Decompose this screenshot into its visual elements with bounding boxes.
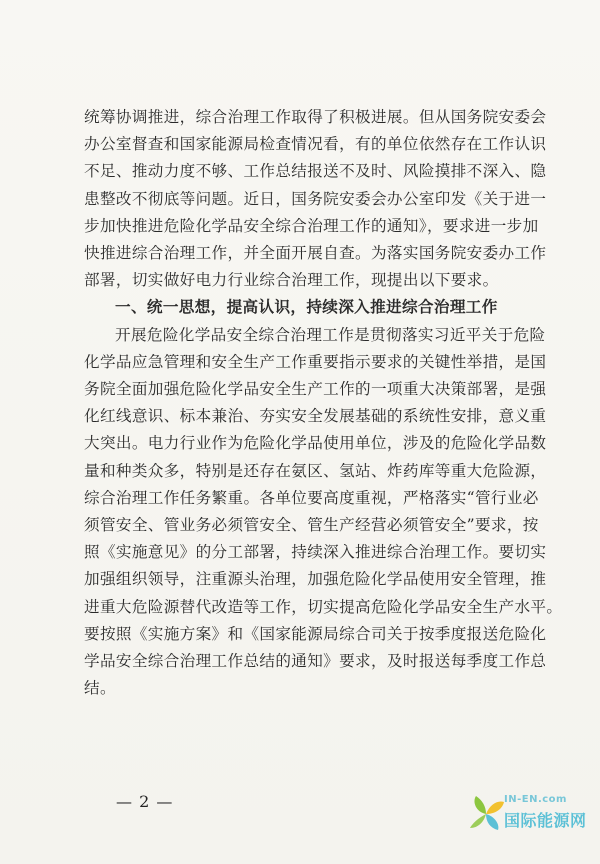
watermark (466, 786, 586, 846)
text-line: 进重大危险源替代改造等工作，切实提高危险化学品安全生产水平。 (84, 597, 563, 616)
text-line: 患整改不彻底等问题。近日，国务院安委会办公室印发《关于进一 (84, 189, 547, 208)
text-line: 综合治理工作任务繁重。各单位要高度重视，严格落实“管行业必 (84, 488, 539, 507)
text-line: 化学品应急管理和安全生产工作重要指示要求的关键性举措，是国 (84, 352, 547, 371)
text-line: 量和种类众多，特别是还存在氨区、氢站、炸药库等重大危险源， (84, 461, 547, 480)
paragraph-continued (84, 104, 547, 294)
text-line: 照《实施意见》的分工部署，持续深入推进综合治理工作。要切实 (84, 543, 547, 562)
text-line: 务院全面加强危险化学品安全生产工作的一项重大决策部署，是强 (84, 380, 547, 399)
text-line: 快推进综合治理工作，并全面开展自查。为落实国务院安委办工作 (84, 244, 547, 263)
text-line: 不足、推动力度不够、工作总结报送不及时、风险摸排不深入、隐 (84, 162, 547, 181)
watermark-name: 国际能源网 (504, 811, 587, 830)
text-line: 须管安全、管业务必须管安全、管生产经营必须管安全”要求，按 (84, 516, 539, 535)
document-body (84, 104, 563, 702)
text-line: 统筹协调推进，综合治理工作取得了积极进展。但从国务院安委会 (84, 108, 547, 126)
text-line: 大突出。电力行业作为危险化学品使用单位，涉及的危险化学品数 (84, 434, 547, 453)
text-line: 要按照《实施方案》和《国家能源局综合司关于按季度报送危险化 (84, 624, 547, 643)
text-line: 化红线意识、标本兼治、夯实安全发展基础的系统性安排，意义重 (84, 407, 547, 426)
paragraph-section-1 (84, 322, 563, 703)
text-line: 部署，切实做好电力行业综合治理工作，现提出以下要求。 (84, 271, 499, 290)
text-line: 办公室督查和国家能源局检查情况看，有的单位依然存在工作认识 (84, 135, 547, 154)
text-line: 加强组织领导，注重源头治理，加强危险化学品使用安全管理，推 (84, 570, 547, 589)
section-heading: 一、统一思想，提高认识，持续深入推进综合治理工作 (115, 298, 498, 317)
leaf-logo-icon (466, 792, 506, 832)
text-line: 开展危险化学品安全综合治理工作是贯彻落实习近平关于危险 (115, 325, 546, 344)
text-line: 步加快推进危险化学品安全综合治理工作的通知》，要求进一步加 (84, 216, 539, 235)
watermark-brand: IN-EN.com (504, 794, 567, 805)
text-line: 学品安全综合治理工作总结的通知》要求，及时报送每季度工作总 (84, 652, 547, 671)
text-line: 结。 (84, 679, 116, 698)
page-number: — 2 — (116, 792, 174, 811)
